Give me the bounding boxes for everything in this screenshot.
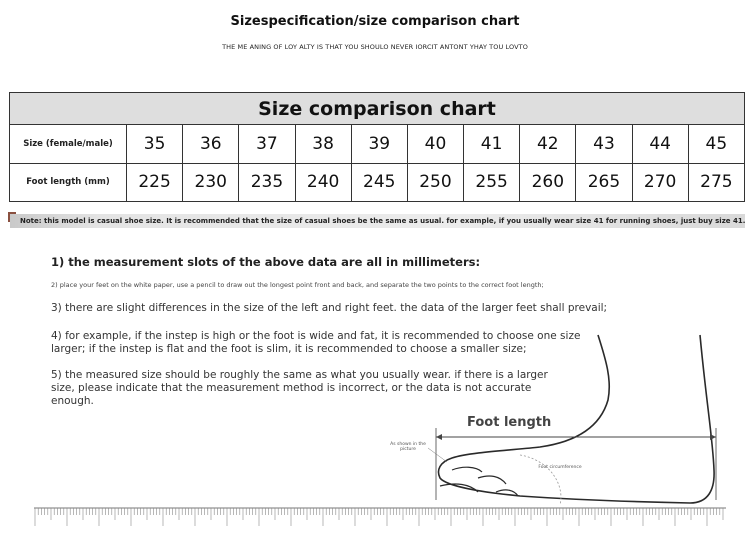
size-cell: 39 [351, 125, 407, 164]
size-cell: 43 [576, 125, 632, 164]
arrow-head-left [436, 434, 442, 440]
length-cell: 235 [239, 163, 295, 202]
size-cell: 35 [127, 125, 183, 164]
length-cell: 245 [351, 163, 407, 202]
note-banner: Note: this model is casual shoe size. It is recommended that the size of casual shoes be the same as usual. for example, if you usually wear size 41 for running shoes, just buy size 41. [10, 214, 745, 228]
size-row-label: Size (female/male) [10, 125, 127, 164]
toe-lines [440, 467, 518, 496]
instruction-1: 1) the measurement slots of the above data are all in millimeters: [51, 255, 481, 269]
size-cell: 36 [183, 125, 239, 164]
instruction-4: 4) for example, if the instep is high or the foot is wide and fat, it is recommended to choose one size larger; if the instep is flat and the foot is slim, it is recommended to choose a smaller size; [51, 330, 581, 355]
page-subtitle: THE ME ANING OF LOY ALTY IS THAT YOU SHOULO NEVER IORCIT ANTONT YHAY TOU LOVTO [222, 43, 528, 51]
length-cell: 265 [576, 163, 632, 202]
foot-length-label: Foot length [467, 415, 552, 430]
as-shown-label: As shown in the picture [390, 442, 426, 452]
length-cell: 275 [688, 163, 744, 202]
length-cell: 260 [520, 163, 576, 202]
length-cell: 240 [295, 163, 351, 202]
size-cell: 40 [407, 125, 463, 164]
arrow-head-right [710, 434, 716, 440]
size-cell: 41 [464, 125, 520, 164]
size-cell: 45 [688, 125, 744, 164]
length-cell: 225 [127, 163, 183, 202]
size-cell: 38 [295, 125, 351, 164]
ruler-ticks [35, 508, 723, 526]
circumference-label: Foot circumference [538, 465, 582, 470]
foot-length-row-label: Foot length (mm) [10, 163, 127, 202]
length-cell: 270 [632, 163, 688, 202]
instruction-5: 5) the measured size should be roughly the same as what you usually wear. if there is a larger size, please indicate that the measurement method is incorrect, or the data is not accurate enough. [51, 369, 548, 407]
pointer-line [428, 448, 447, 462]
size-chart-heading: Size comparison chart [10, 93, 745, 125]
instruction-3: 3) there are slight differences in the size of the left and right feet. the data of the larger feet shall prevail; [51, 302, 608, 314]
length-cell: 230 [183, 163, 239, 202]
length-cell: 255 [464, 163, 520, 202]
length-cell: 250 [407, 163, 463, 202]
size-cell: 37 [239, 125, 295, 164]
size-cell: 42 [520, 125, 576, 164]
instruction-2: 2) place your feet on the white paper, use a pencil to draw out the longest point front and back, and separate the two points to the correct foot length; [51, 281, 544, 289]
size-cell: 44 [632, 125, 688, 164]
page-title: Sizespecification/size comparison chart [230, 14, 520, 29]
